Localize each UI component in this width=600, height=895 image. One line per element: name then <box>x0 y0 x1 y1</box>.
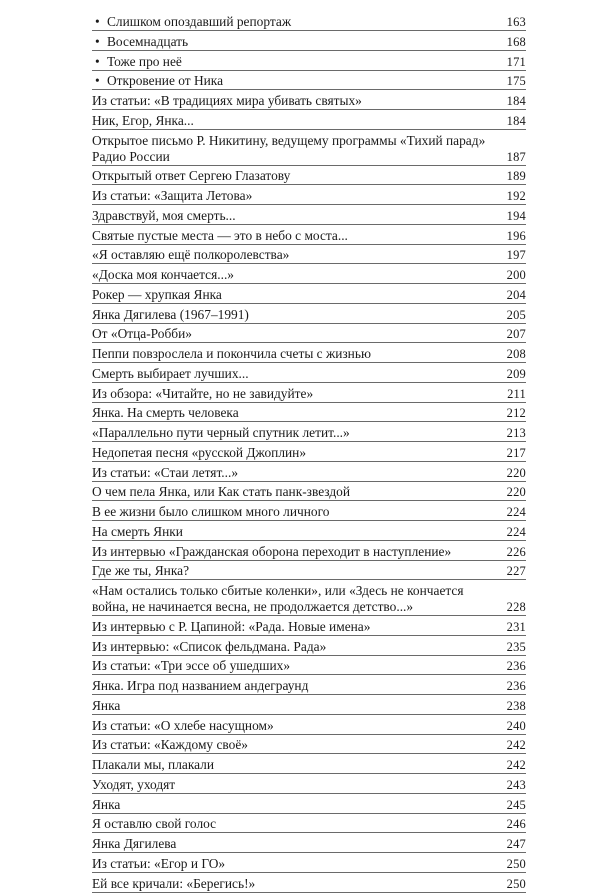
toc-entry-page: 168 <box>506 34 526 49</box>
toc-entry-page: 189 <box>506 169 526 184</box>
toc-entry <box>92 287 526 304</box>
toc-entry-page: 243 <box>506 777 526 792</box>
toc-entry-page: 205 <box>506 307 526 322</box>
toc-entry-title: Открытое письмо Р. Никитину, ведущему программы «Тихий парад» Радио России <box>92 132 486 164</box>
toc-entry <box>92 14 526 31</box>
toc-entry-page: 220 <box>506 465 526 480</box>
toc-entry-title: Плакали мы, плакали <box>92 757 215 772</box>
table-of-contents <box>92 14 526 895</box>
toc-entry-title: Из статьи: «В традициях мира убивать святых» <box>92 93 362 108</box>
toc-entry <box>92 619 526 636</box>
toc-entry-title: Ей все кричали: «Берегись!» <box>92 875 256 891</box>
toc-entry-page: 213 <box>506 426 526 440</box>
toc-entry-page: 175 <box>506 74 526 89</box>
toc-entry-page: 242 <box>506 758 526 772</box>
toc-entry-title: Из статьи: «Каждому своё» <box>92 737 248 753</box>
toc-entry-title: • Откровение от Ника <box>107 73 526 89</box>
toc-entry-title: • Слишком опоздавший репортаж <box>107 14 526 30</box>
toc-entry-title: Святые пустые места — это в небо с моста... <box>92 227 348 243</box>
toc-entry <box>92 583 526 616</box>
toc-entry <box>92 544 526 561</box>
toc-entry <box>92 856 526 873</box>
toc-entry-page: 247 <box>506 837 526 851</box>
toc-entry-title: Открытый ответ Сергею Глазатову <box>92 168 291 184</box>
toc-entry-page: 235 <box>506 639 526 654</box>
toc-entry <box>92 307 526 324</box>
toc-entry-title: Янка Дягилева (1967–1991) <box>92 306 249 322</box>
toc-entry-title: Пеппи повзрослела и покончила счеты с жизнью <box>92 346 371 361</box>
toc-entry-page: 197 <box>506 248 526 263</box>
toc-entry-page: 192 <box>506 189 526 203</box>
toc-entry <box>92 777 526 794</box>
toc-entry <box>92 504 526 521</box>
toc-entry-title: Янка Дягилева <box>92 836 177 851</box>
toc-entry <box>92 366 526 383</box>
toc-entry <box>92 168 526 185</box>
toc-entry <box>92 346 526 363</box>
toc-entry <box>92 73 526 90</box>
toc-entry-title: Смерть выбирает лучших... <box>92 365 249 381</box>
toc-entry <box>92 563 526 580</box>
toc-entry-page: 228 <box>506 600 526 614</box>
toc-entry <box>92 484 526 501</box>
toc-entry-page: 187 <box>506 149 526 164</box>
toc-entry-page: 242 <box>506 738 526 753</box>
toc-entry-title: Из интервью: «Список фельдмана. Рада» <box>92 638 327 654</box>
toc-entry-page: 250 <box>506 876 526 891</box>
toc-entry-title: О чем пела Янка, или Как стать панк-звездой <box>92 484 351 500</box>
toc-entry-title: «Параллельно пути черный спутник летит...» <box>92 425 350 440</box>
toc-entry-title: Где же ты, Янка? <box>92 563 190 579</box>
toc-entry-page: 238 <box>506 698 526 713</box>
toc-entry-title: Из интервью «Гражданская оборона переходит в наступление» <box>92 543 452 559</box>
toc-entry-title: Из интервью с Р. Цапиной: «Рада. Новые имена» <box>92 618 371 634</box>
toc-entry <box>92 326 526 343</box>
toc-entry <box>92 445 526 462</box>
toc-entry <box>92 757 526 774</box>
toc-entry-title: Янка. На смерть человека <box>92 405 239 421</box>
toc-entry <box>92 737 526 754</box>
toc-entry-title: Из статьи: «Стаи летят...» <box>92 464 239 480</box>
toc-entry-title: Из статьи: «Егор и ГО» <box>92 855 226 871</box>
toc-entry <box>92 405 526 422</box>
toc-entry <box>92 718 526 735</box>
toc-entry <box>92 386 526 403</box>
toc-entry-title: «Нам остались только сбитые коленки», или «Здесь не кончается война, не начинается весна, не продолжается детство...» <box>92 583 464 614</box>
toc-entry-page: 163 <box>506 15 526 29</box>
toc-entry-page: 208 <box>506 347 526 361</box>
toc-entry-title: Я оставлю свой голос <box>92 816 217 832</box>
toc-entry-title: Из статьи: «Защита Летова» <box>92 188 253 203</box>
toc-entry-page: 226 <box>506 544 526 559</box>
toc-entry-page: 211 <box>507 386 526 401</box>
toc-entry <box>92 113 526 130</box>
toc-entry <box>92 465 526 482</box>
toc-entry <box>92 267 526 284</box>
toc-entry-title: От «Отца-Робби» <box>92 326 192 342</box>
toc-entry <box>92 698 526 715</box>
toc-entry-title: Из статьи: «О хлебе насущном» <box>92 717 274 733</box>
toc-entry-title: Янка <box>92 796 121 812</box>
toc-entry <box>92 208 526 225</box>
toc-entry-page: 236 <box>506 679 526 693</box>
toc-entry <box>92 34 526 51</box>
toc-entry-page: 207 <box>506 327 526 342</box>
toc-entry <box>92 797 526 814</box>
toc-entry <box>92 876 526 893</box>
toc-entry <box>92 93 526 110</box>
toc-entry-page: 250 <box>506 856 526 871</box>
toc-entry-page: 171 <box>506 54 526 69</box>
toc-entry-title: Здравствуй, моя смерть... <box>92 207 236 223</box>
toc-entry <box>92 678 526 695</box>
toc-entry <box>92 228 526 245</box>
toc-entry <box>92 54 526 71</box>
toc-entry-page: 204 <box>506 287 526 302</box>
toc-entry <box>92 639 526 656</box>
toc-entry-page: 209 <box>506 366 526 381</box>
toc-entry-page: 217 <box>506 445 526 460</box>
toc-entry-page: 212 <box>506 406 526 421</box>
toc-entry-title: Ник, Егор, Янка... <box>92 112 194 128</box>
toc-entry <box>92 524 526 541</box>
toc-entry-page: 240 <box>506 718 526 733</box>
toc-entry-title: Янка <box>92 697 121 713</box>
toc-entry-title: «Доска моя кончается...» <box>92 267 234 282</box>
toc-entry-page: 231 <box>506 619 526 634</box>
toc-entry-title: Недопетая песня «русской Джоплин» <box>92 444 307 460</box>
toc-entry-page: 184 <box>506 113 526 128</box>
toc-entry-page: 227 <box>506 564 526 579</box>
toc-entry-title: Из статьи: «Три эссе об ушедших» <box>92 658 291 674</box>
toc-entry <box>92 133 526 166</box>
toc-entry <box>92 188 526 205</box>
toc-entry-page: 224 <box>506 505 526 519</box>
toc-entry-title: Из обзора: «Читайте, но не завидуйте» <box>92 385 314 401</box>
toc-entry-page: 200 <box>506 268 526 282</box>
toc-entry-page: 194 <box>506 208 526 223</box>
toc-entry-title: Рокер — хрупкая Янка <box>92 286 222 302</box>
toc-entry-title: На смерть Янки <box>92 523 183 539</box>
toc-entry-title: • Восемнадцать <box>107 34 526 50</box>
toc-entry-title: • Тоже про неё <box>107 54 526 70</box>
toc-entry-title: Уходят, уходят <box>92 776 176 792</box>
toc-entry-title: В ее жизни было слишком много личного <box>92 504 330 519</box>
toc-entry <box>92 247 526 264</box>
toc-entry-page: 196 <box>506 228 526 243</box>
toc-entry <box>92 816 526 833</box>
toc-entry-page: 236 <box>506 659 526 674</box>
toc-entry-page: 184 <box>506 94 526 108</box>
toc-entry-page: 246 <box>506 817 526 832</box>
toc-entry-title: Янка. Игра под названием андеграунд <box>92 678 309 693</box>
toc-entry-page: 220 <box>506 485 526 500</box>
toc-entry-page: 224 <box>506 524 526 539</box>
toc-entry-title: «Я оставляю ещё полкоролевства» <box>92 247 290 263</box>
toc-entry <box>92 425 526 442</box>
toc-entry <box>92 836 526 853</box>
toc-entry-page: 245 <box>506 797 526 812</box>
toc-entry <box>92 658 526 675</box>
